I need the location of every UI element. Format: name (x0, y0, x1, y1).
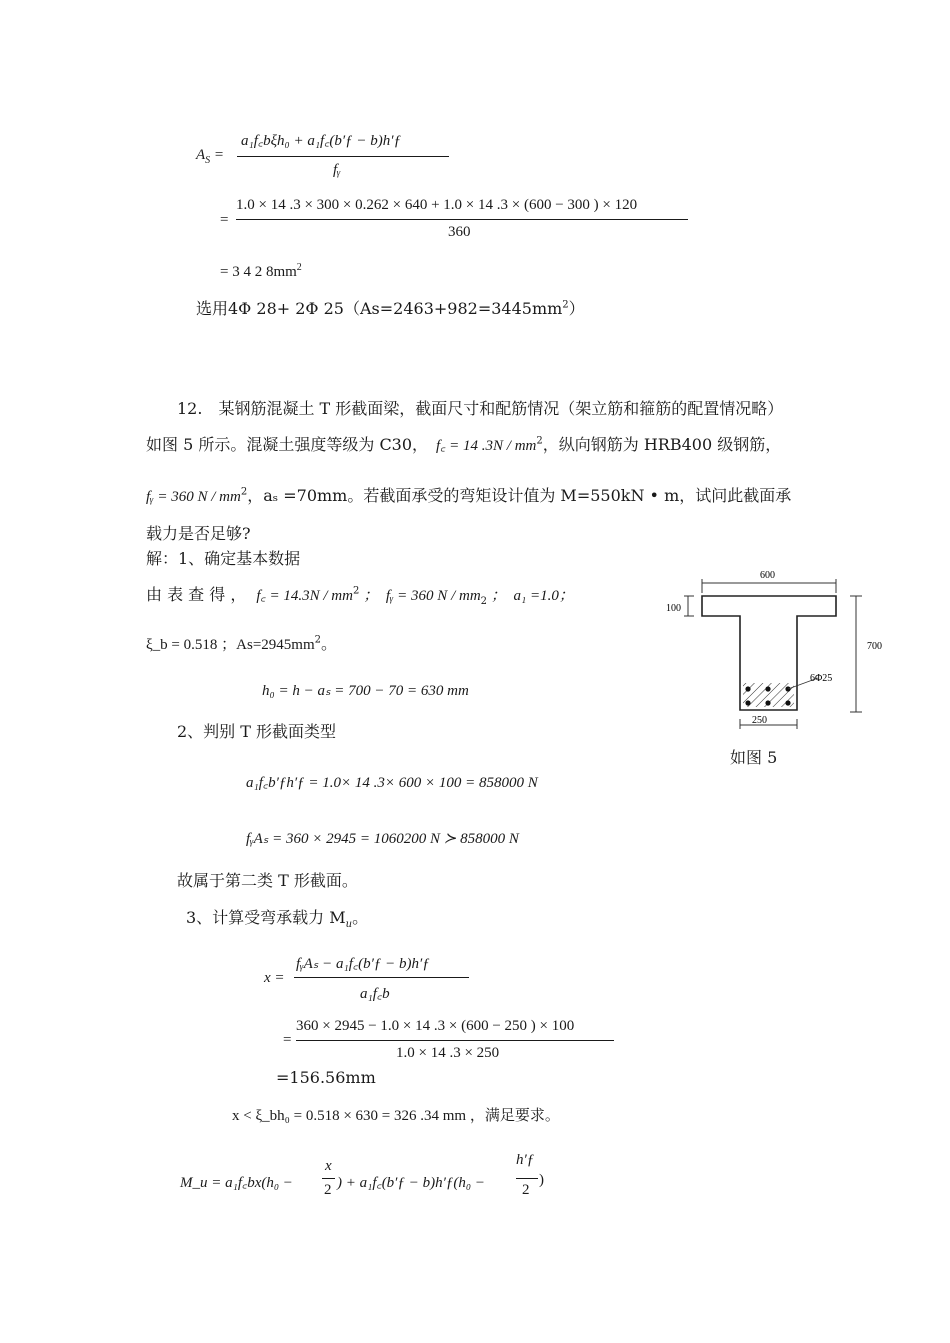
flange-check: a₁f꜀b′ƒh′ƒ = 1.0× 14 .3× 600 × 100 = 858000 N (246, 775, 538, 791)
solution-step-1: 解：1、确定基本数据 (146, 549, 301, 568)
problem-line-3: fᵧ = 360 N / $mm^2$，aₛ =70mm。若截面承受的弯矩设计值为 M=550kN • m，试问此截面承 (146, 486, 792, 505)
rebar-bar (745, 686, 750, 691)
rebar-choice: 选用4Φ 28+ 2Φ $25(As=2463+982=3445mm^2)$ (196, 299, 585, 318)
x-numerator: fᵧAₛ − a₁f꜀(b′ƒ − b)h′ƒ (296, 956, 430, 972)
table-values: 由 表 查 得 ， f꜀ = $14.3N / mm^2$ ； fᵧ = 360 N / $mm_2$ ； a₁ =1.0； (146, 585, 574, 608)
dim-flange-label: 100 (666, 603, 681, 614)
mu-formula-b: ) + a₁f꜀(b′ƒ − b)h′ƒ(h₀ − (337, 1175, 485, 1191)
dim-top-label: 600 (760, 570, 775, 581)
x-numeric-denominator: 1.0 × 14 .3 × 250 (396, 1045, 500, 1061)
dim-height-label: 700 (867, 641, 882, 652)
steel-check: fᵧAₛ = 360 × 2945 = 1060200 N ≻ 858000 N (246, 831, 519, 847)
as-numeric-denominator: 360 (448, 224, 471, 240)
problem-line-1: 12. 某钢筋混凝土 T 形截面梁，截面尺寸和配筋情况（架立筋和箍筋的配置情况略） (177, 399, 784, 418)
as-numeric-numerator: 1.0 × 14 .3 × 300 × 0.262 × 640 + 1.0 × 14 .3 × (600 − 300 ) × 120 (236, 197, 638, 213)
solution-step-2: 2、判别 T 形截面类型 (177, 722, 337, 741)
rebar-label: 6Φ25 (810, 673, 833, 684)
xib-value: ξ_b = 0.518 ；$As=2945mm^2$。 (146, 634, 338, 653)
x-lhs: x = (264, 970, 285, 986)
as-numerator: a₁f꜀bξh₀ + a₁f꜀(b′ƒ − b)h′ƒ (241, 133, 402, 149)
x-check: x < ξ_bh₀ = 0.518 × 630 = 326 .34 mm ，满足要求。 (232, 1108, 560, 1124)
x-numeric-numerator: 360 × 2945 − 1.0 × 14 .3 × (600 − 250 ) × 100 (296, 1018, 575, 1034)
as-denominator: fᵧ (333, 162, 341, 178)
x-denominator: a₁f꜀b (360, 986, 390, 1002)
dim-web-label: 250 (752, 715, 767, 726)
problem-line-4: 载力是否足够? (146, 524, 251, 543)
problem-line-2: 如图 5 所示。混凝土强度等级为 C30， f꜀ = 14 $.3N / mm^2$，纵向钢筋为 HRB400 级钢筋， (146, 435, 782, 454)
figure-caption: 如图 5 (730, 748, 778, 767)
rebar-bar (785, 700, 790, 705)
x-result: =156.56mm (276, 1068, 376, 1087)
rebar-bar (745, 700, 750, 705)
t-section-figure (660, 565, 890, 765)
conclusion: 故属于第二类 T 形截面。 (177, 871, 358, 890)
rebar-bar (765, 700, 770, 705)
mu-formula-a: M_u = a₁f꜀bx(h₀ − (180, 1175, 293, 1191)
solution-step-3: 3、计算受弯承载力 $M_u$。 (186, 908, 369, 931)
h0-calc: h₀ = h − aₛ = 700 − 70 = 630 mm (262, 683, 469, 699)
as-result: = 3 4 2 $8mm^2$ (220, 262, 302, 280)
rebar-bar (765, 686, 770, 691)
as-lhs: $A_S$ = (196, 147, 225, 166)
mu-formula-c: ) (539, 1172, 544, 1188)
